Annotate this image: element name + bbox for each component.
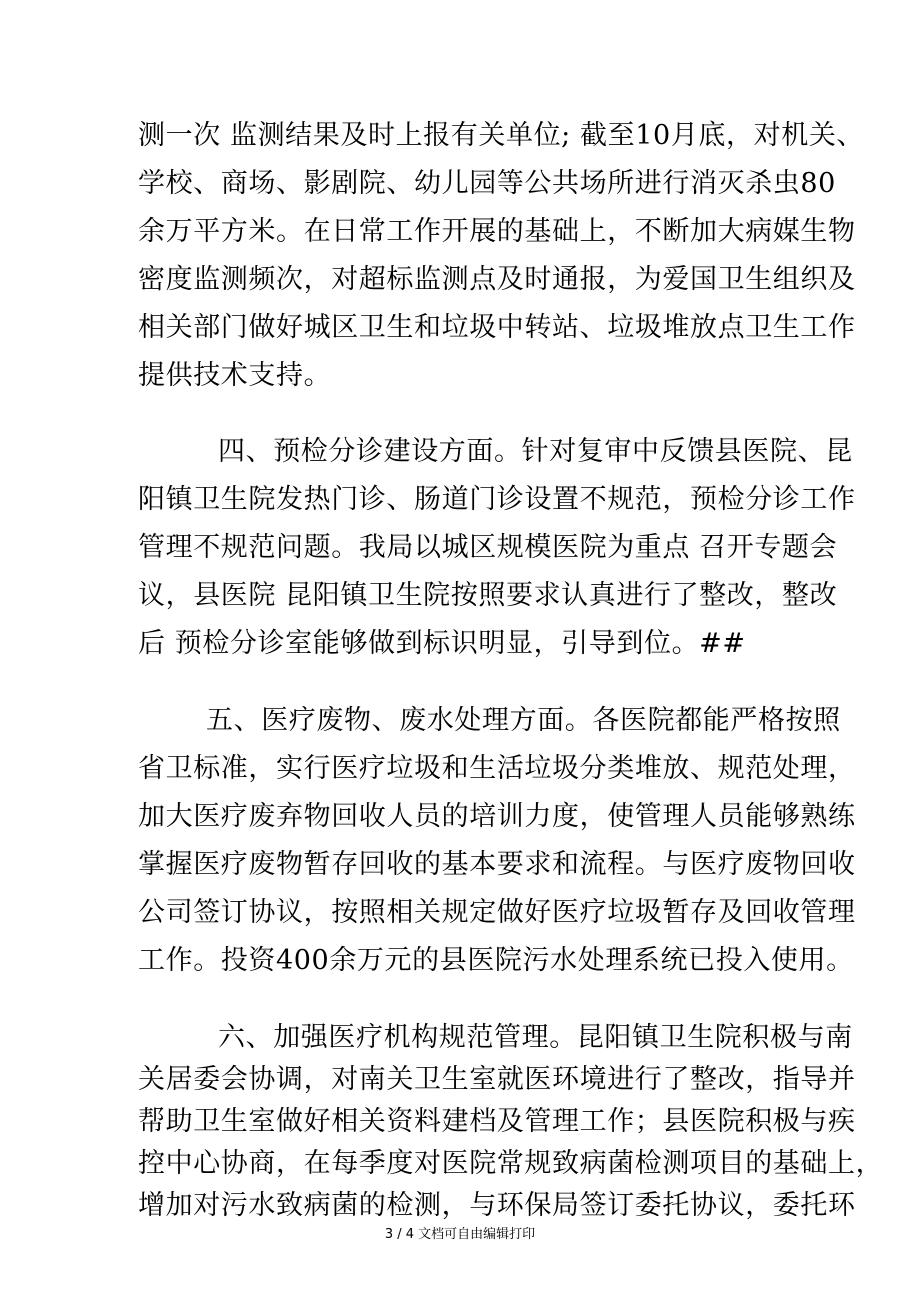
paragraph-line: 相关部门做好城区卫生和垃圾中转站、垃圾堆放点卫生工作 (138, 312, 856, 343)
section-heading-line: 五、医疗废物、废水处理方面。各医院都能严格按照 (206, 705, 841, 736)
paragraph-line: 阳镇卫生院发热门诊、肠道门诊设置不规范，预检分诊工作 (138, 484, 856, 515)
paragraph-line: 增加对污水致病菌的检测，与环保局签订委托协议，委托环 (138, 1190, 856, 1221)
paragraph-line: 加大医疗废弃物回收人员的培训力度，使管理人员能够熟练 (138, 801, 856, 832)
paragraph-line: 提供技术支持。 (138, 360, 332, 391)
section-heading-line: 六、加强医疗机构规范管理。昆阳镇卫生院积极与南 (218, 1022, 853, 1053)
paragraph-line: 测一次 监测结果及时上报有关单位; 截至10月底，对机关、 (138, 120, 865, 151)
paragraph-line: 掌握医疗废物暂存回收的基本要求和流程。与医疗废物回收 (138, 849, 856, 880)
paragraph-line: 学校、商场、影剧院、幼儿园等公共场所进行消灭杀虫80 (138, 168, 836, 199)
paragraph-line: 帮助卫生室做好相关资料建档及管理工作；县医院积极与疾 (138, 1106, 856, 1137)
paragraph-line: 公司签订协议，按照相关规定做好医疗垃圾暂存及回收管理 (138, 897, 856, 928)
section-heading-line: 四、预检分诊建设方面。针对复审中反馈县医院、昆 (218, 436, 853, 467)
paragraph-line: 关居委会协调，对南关卫生室就医环境进行了整改，指导并 (138, 1064, 856, 1095)
paragraph-line: 后 预检分诊室能够做到标识明显，引导到位。## (138, 628, 746, 659)
page-footer: 3 / 4 文档可自由编辑打印 (384, 1227, 536, 1242)
paragraph-line: 工作。投资400余万元的县医院污水处理系统已投入使用。 (138, 945, 854, 976)
paragraph-line: 省卫标准，实行医疗垃圾和生活垃圾分类堆放、规范处理， (138, 753, 856, 784)
paragraph-line: 议，县医院 昆阳镇卫生院按照要求认真进行了整改，整改 (138, 580, 838, 611)
paragraph-line: 密度监测频次，对超标监测点及时通报，为爱国卫生组织及 (138, 264, 856, 295)
paragraph-line: 控中心协商，在每季度对医院常规致病菌检测项目的基础上， (138, 1148, 884, 1179)
paragraph-line: 管理不规范问题。我局以城区规模医院为重点 召开专题会 (138, 532, 838, 563)
paragraph-line: 余万平方米。在日常工作开展的基础上，不断加大病媒生物 (138, 216, 856, 247)
